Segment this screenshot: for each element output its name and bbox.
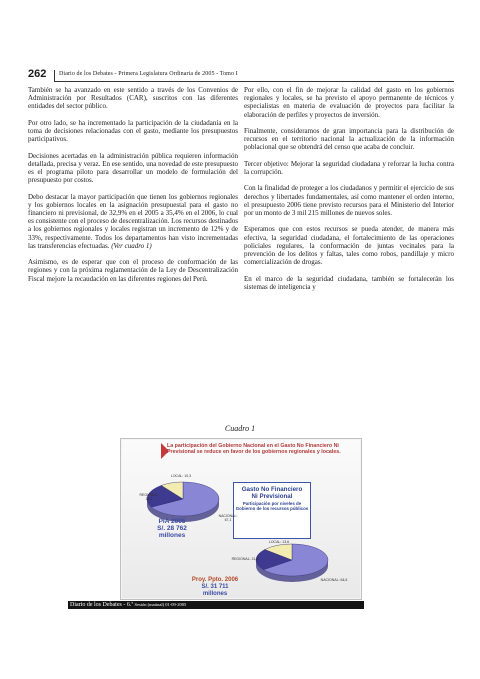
paragraph: Esperamos que con estos recursos se pueda atender, de manera más efectiva, la seguridad ciudadana, el fortalecimiento de las operaciones policiales regulares, la conformación de juntas vecinales para la prevención de los delitos y faltas, tales como robos, pandillaje y micro comercialización de drogas. (244, 225, 454, 267)
total-year: Proy. Ppto. 2006 (191, 577, 239, 583)
legend-box (233, 482, 311, 539)
paragraph-text: Debo destacar la mayor participación que tienen los gobiernos regionales y los gobiernos locales en la asignación presupuestal para el gasto no financiero ni previsional, de 32,9% en el 2005 a 35,4% en el 2006, lo cual es consistente con el proceso de descentralización. Los recursos destinados a los gobiernos regionales y locales registran un incremento de 12% y de 33%, respectivamente. Todos los departamentos han visto incrementadas las transferencias efectuadas. (28, 192, 238, 250)
paragraph: Decisiones acertadas en la administración pública requieren información detallada, precisa y veraz. En ese sentido, una novedad de este presupuesto es el programa piloto para desarrollar un modelo de formulación del presupuesto por costos. (28, 151, 238, 185)
left-column (28, 86, 238, 291)
paragraph: Con la finalidad de proteger a los ciudadanos y permitir el ejercicio de sus derechos y libertades fundamentales, así como mantener el orden interno, el presupuesto 2006 tiene previsto recursos para el Ministerio del Interior por un monto de 3 mil 215 millones de nuevos soles. (244, 184, 454, 217)
right-column (244, 86, 454, 299)
pie1-label-nacional: NACIONAL: 67,1 (218, 514, 238, 523)
paragraph: Por otro lado, se ha incrementado la participación de la ciudadanía en la toma de decisiones relacionadas con el gasto, mediante los presupuestos participativos. (28, 118, 238, 144)
paragraph: Por ello, con el fin de mejorar la calidad del gasto en los gobiernos regionales y locales, se ha previsto el apoyo permanente de técnicos y especialistas en materia de evaluación de proyectos para facilitar la elaboración de perfiles y proyectos de inversión. (244, 86, 454, 119)
total-unit: millones (202, 591, 228, 597)
total-amount: S/. 31 711 (201, 584, 229, 590)
pie2-label-local: LOCAL: 13,6 (268, 540, 290, 544)
total-unit: millones (158, 532, 186, 539)
running-title: Diario de los Debates - Primera Legislatura Ordinaria de 2005 - Tomo I (59, 71, 238, 77)
ppto-2006-total (175, 577, 255, 598)
footer-session: Sesión (matinal) 01-09-2005 (134, 602, 187, 607)
footer-title: Diario de los Debates - 6.ª (70, 602, 133, 608)
page-footer (68, 601, 364, 609)
paragraph: Asimismo, es de esperar que con el proceso de conformación de las regiones y con la próxima reglamentación de la Ley de Descentralización Fiscal mejore la recaudación en las diferentes regiones del Perú. (28, 258, 238, 283)
paragraph: En el marco de la seguridad ciudadana, también se fortalecerán los sistemas de inteligencia y (244, 274, 454, 291)
pie-chart-2005 (147, 482, 219, 522)
pie2-label-nacional: NACIONAL: 64,6 (320, 578, 348, 582)
page-number: 262 (28, 68, 47, 80)
pie1-label-local: LOCAL: 10,3 (170, 474, 192, 478)
pia-2005-total (137, 518, 207, 539)
paragraph: También se ha avanzado en este sentido a través de los Convenios de Administración por Resultados (CAR), suscritos con las diferentes entidades del sector público. (28, 86, 238, 111)
pie2-label-regional: REGIONAL: 21,8 (231, 557, 259, 561)
header-rule (54, 81, 454, 82)
total-year: PIA 2005 (158, 518, 186, 525)
header-divider (54, 70, 55, 81)
box-title-2: Ni Previsional (251, 493, 293, 500)
pie1-label-regional: REGIONAL: 22,6 (139, 493, 159, 502)
pie-chart-2006 (256, 544, 328, 582)
figure-caption: Cuadro 1 (224, 424, 256, 433)
figure-reference: (Ver cuadro 1) (111, 241, 152, 250)
box-subtitle: Participación por niveles de Gobierno de los recursos públicos (235, 501, 309, 511)
total-amount: S/. 28 762 (157, 525, 187, 532)
paragraph: Tercer objetivo: Mejorar la seguridad ciudadana y reforzar la lucha contra la corrupción. (244, 159, 454, 176)
box-title: Gasto No Financiero (241, 486, 303, 493)
page-header (28, 70, 454, 82)
paragraph: Finalmente, consideramos de gran importancia para la distribución de recursos en el territorio nacional la actualización de la información poblacional que se obtendrá del censo que acaba de concluir. (244, 127, 454, 152)
figure-cuadro-1 (120, 438, 362, 600)
figure-title: La participación del Gobierno Nacional en el Gasto No Financiero Ni Previsional se reduce en favor de los gobiernos regionales y locales. (167, 443, 341, 456)
paragraph (28, 193, 238, 250)
